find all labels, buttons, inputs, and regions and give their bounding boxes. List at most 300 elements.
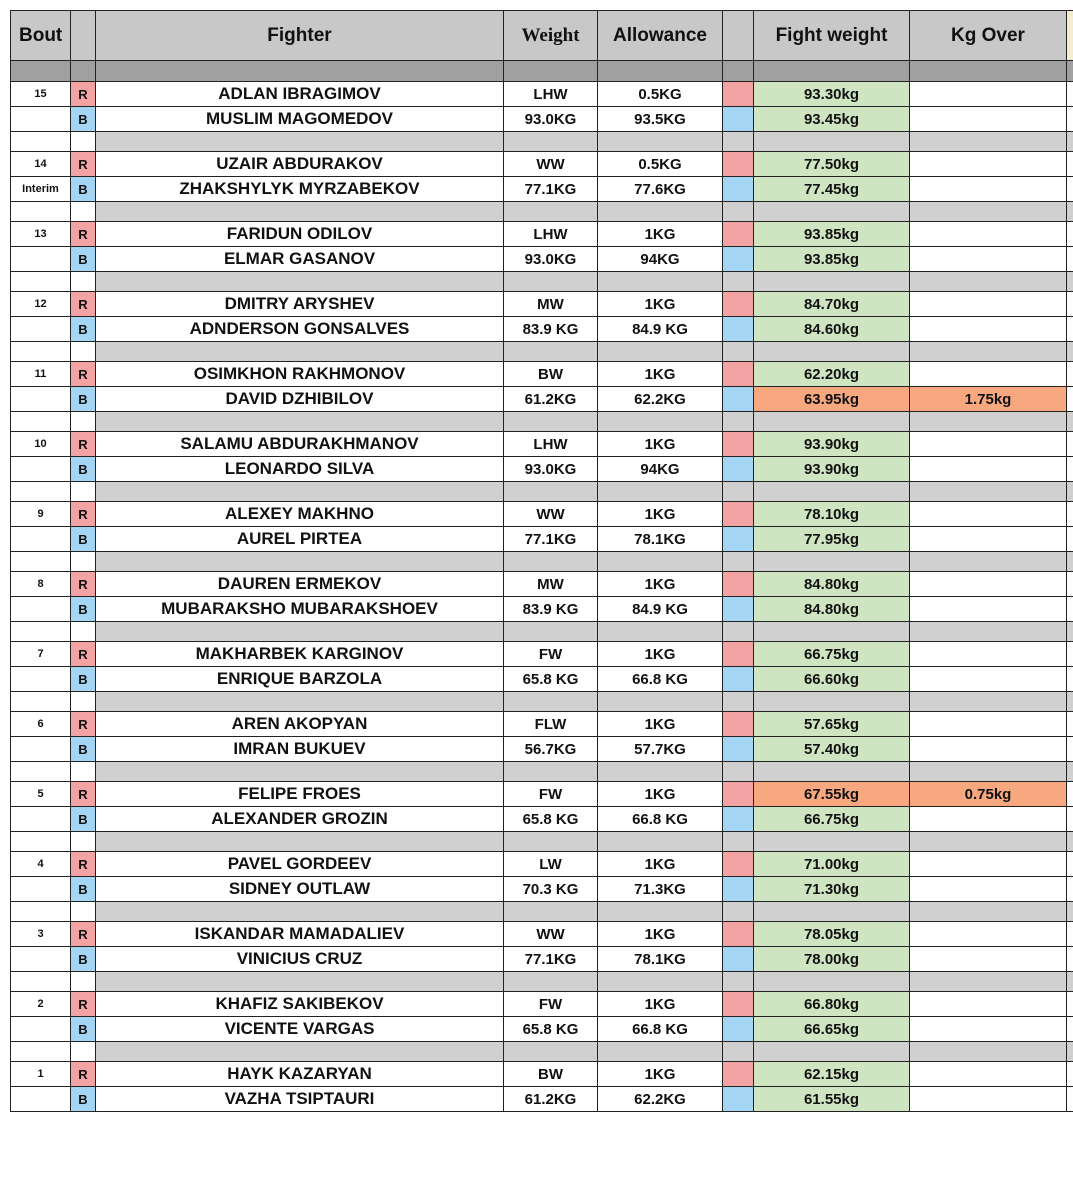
corner-color-red [723, 1062, 754, 1087]
corner-badge-blue: B [71, 457, 96, 482]
spacer-row [11, 902, 1073, 922]
weight-class: FW [504, 642, 598, 667]
corner-color-blue [723, 247, 754, 272]
kg-over [910, 807, 1067, 832]
weigh-in-table [10, 10, 1073, 1112]
spacer-cell [723, 622, 754, 642]
fighter-name: SALAMU ABDURAKHMANOV [96, 432, 504, 457]
corner-badge-red: R [71, 572, 96, 597]
spacer-cell [71, 552, 96, 572]
kg-over [910, 922, 1067, 947]
fight-weight: 84.80kg [754, 572, 910, 597]
weight-class: WW [504, 502, 598, 527]
corner-badge-blue: B [71, 947, 96, 972]
allowance: 1KG [598, 502, 723, 527]
bout-number: 11 [11, 362, 71, 387]
kg-over [910, 222, 1067, 247]
extra-column [1067, 292, 1073, 317]
kg-over [910, 597, 1067, 622]
weight-class: BW [504, 1062, 598, 1087]
fighter-name: ELMAR GASANOV [96, 247, 504, 272]
spacer-cell [96, 132, 504, 152]
spacer-cell [96, 202, 504, 222]
corner-color-blue [723, 527, 754, 552]
extra-column [1067, 362, 1073, 387]
bout-label [11, 1087, 71, 1112]
spacer-cell [723, 202, 754, 222]
allowance: 1KG [598, 852, 723, 877]
weight-class: MW [504, 292, 598, 317]
fighter-row-blue [11, 597, 1073, 622]
kg-over [910, 152, 1067, 177]
spacer-cell [910, 482, 1067, 502]
spacer-cell [910, 342, 1067, 362]
bout-number: 12 [11, 292, 71, 317]
spacer-cell [504, 972, 598, 992]
spacer-cell [11, 342, 71, 362]
corner-color-blue [723, 387, 754, 412]
spacer-cell [96, 552, 504, 572]
extra-column [1067, 807, 1073, 832]
spacer-cell [1067, 1042, 1073, 1062]
spacer-cell [96, 972, 504, 992]
fighter-name: DAVID DZHIBILOV [96, 387, 504, 412]
spacer-cell [504, 902, 598, 922]
corner-badge-red: R [71, 642, 96, 667]
kg-over: 0.75kg [910, 782, 1067, 807]
corner-color-blue [723, 807, 754, 832]
corner-color-red [723, 502, 754, 527]
spacer-cell [504, 412, 598, 432]
corner-color-red [723, 432, 754, 457]
header-fight-weight: Fight weight [754, 11, 910, 61]
header-weight: Weight [504, 11, 598, 61]
fight-weight: 61.55kg [754, 1087, 910, 1112]
fighter-row-blue [11, 107, 1073, 132]
allowance: 78.1KG [598, 947, 723, 972]
corner-badge-blue: B [71, 807, 96, 832]
allowance: 1KG [598, 992, 723, 1017]
weight-class: LHW [504, 432, 598, 457]
fighter-name: ZHAKSHYLYK MYRZABEKOV [96, 177, 504, 202]
fighter-row-red [11, 992, 1073, 1017]
allowance: 93.5KG [598, 107, 723, 132]
extra-column [1067, 712, 1073, 737]
bout-number: 7 [11, 642, 71, 667]
spacer-cell [96, 342, 504, 362]
spacer-cell [723, 762, 754, 782]
spacer-cell [504, 622, 598, 642]
extra-column [1067, 1087, 1073, 1112]
kg-over [910, 877, 1067, 902]
fight-weight: 93.90kg [754, 457, 910, 482]
kg-over [910, 992, 1067, 1017]
corner-badge-blue: B [71, 177, 96, 202]
allowance: 0.5KG [598, 82, 723, 107]
fight-weight: 77.50kg [754, 152, 910, 177]
extra-column [1067, 992, 1073, 1017]
spacer-row [11, 832, 1073, 852]
extra-column [1067, 737, 1073, 762]
fighter-row-red [11, 712, 1073, 737]
fighter-name: MUSLIM MAGOMEDOV [96, 107, 504, 132]
spacer-cell [910, 622, 1067, 642]
corner-badge-red: R [71, 922, 96, 947]
fighter-row-red [11, 222, 1073, 247]
kg-over [910, 502, 1067, 527]
spacer-cell [11, 482, 71, 502]
kg-over: 1.75kg [910, 387, 1067, 412]
fighter-name: FARIDUN ODILOV [96, 222, 504, 247]
fighter-row-blue [11, 387, 1073, 412]
allowance: 0.5KG [598, 152, 723, 177]
corner-badge-red: R [71, 292, 96, 317]
spacer-cell [754, 832, 910, 852]
allowance: 1KG [598, 362, 723, 387]
fight-weight: 78.00kg [754, 947, 910, 972]
kg-over [910, 1062, 1067, 1087]
spacer-cell [1067, 552, 1073, 572]
fight-weight: 62.15kg [754, 1062, 910, 1087]
allowance: 1KG [598, 1062, 723, 1087]
bout-label [11, 247, 71, 272]
fighter-row-red [11, 82, 1073, 107]
spacer-cell [598, 832, 723, 852]
spacer-cell [754, 902, 910, 922]
fight-weight: 78.10kg [754, 502, 910, 527]
fighter-row-red [11, 572, 1073, 597]
bout-label [11, 947, 71, 972]
fighter-name: AUREL PIRTEA [96, 527, 504, 552]
extra-column [1067, 1062, 1073, 1087]
spacer-cell [11, 832, 71, 852]
spacer-cell [723, 972, 754, 992]
header-allowance: Allowance [598, 11, 723, 61]
weight-class: BW [504, 362, 598, 387]
bout-label [11, 317, 71, 342]
fighter-name: MUBARAKSHO MUBARAKSHOEV [96, 597, 504, 622]
spacer-row [11, 412, 1073, 432]
spacer-cell [1067, 692, 1073, 712]
extra-column [1067, 82, 1073, 107]
spacer-cell [96, 622, 504, 642]
weight-class: 77.1KG [504, 947, 598, 972]
fight-weight: 66.60kg [754, 667, 910, 692]
corner-badge-red: R [71, 1062, 96, 1087]
corner-badge-blue: B [71, 1017, 96, 1042]
kg-over [910, 82, 1067, 107]
spacer-row [11, 622, 1073, 642]
fighter-row-blue [11, 177, 1073, 202]
spacer-cell [754, 132, 910, 152]
fighter-row-red [11, 922, 1073, 947]
fighter-name: ENRIQUE BARZOLA [96, 667, 504, 692]
header-bout: Bout [11, 11, 71, 61]
fighter-name: DMITRY ARYSHEV [96, 292, 504, 317]
spacer-cell [723, 902, 754, 922]
spacer-cell [910, 902, 1067, 922]
fighter-row-red [11, 362, 1073, 387]
extra-column [1067, 877, 1073, 902]
spacer-cell [11, 692, 71, 712]
fighter-name: ADNDERSON GONSALVES [96, 317, 504, 342]
corner-color-red [723, 782, 754, 807]
weight-class: 70.3 KG [504, 877, 598, 902]
weight-class: FW [504, 782, 598, 807]
kg-over [910, 457, 1067, 482]
spacer-cell [71, 1042, 96, 1062]
header-separator-row [11, 61, 1073, 82]
fighter-name: AREN AKOPYAN [96, 712, 504, 737]
weight-class: 83.9 KG [504, 317, 598, 342]
corner-badge-red: R [71, 502, 96, 527]
allowance: 94KG [598, 247, 723, 272]
corner-color-red [723, 852, 754, 877]
bout-label [11, 877, 71, 902]
weight-class: MW [504, 572, 598, 597]
fighter-row-red [11, 152, 1073, 177]
extra-column [1067, 457, 1073, 482]
spacer-row [11, 202, 1073, 222]
spacer-cell [754, 412, 910, 432]
corner-badge-red: R [71, 362, 96, 387]
weight-class: 65.8 KG [504, 667, 598, 692]
allowance: 84.9 KG [598, 597, 723, 622]
corner-badge-blue: B [71, 527, 96, 552]
extra-column [1067, 432, 1073, 457]
allowance: 62.2KG [598, 1087, 723, 1112]
fight-weight: 71.00kg [754, 852, 910, 877]
spacer-cell [910, 202, 1067, 222]
spacer-row [11, 692, 1073, 712]
spacer-row [11, 272, 1073, 292]
kg-over [910, 177, 1067, 202]
bout-number: 3 [11, 922, 71, 947]
bout-label: Interim [11, 177, 71, 202]
fight-weight: 66.65kg [754, 1017, 910, 1042]
corner-color-red [723, 992, 754, 1017]
kg-over [910, 527, 1067, 552]
spacer-cell [598, 132, 723, 152]
spacer-cell [1067, 762, 1073, 782]
corner-color-blue [723, 1017, 754, 1042]
allowance: 1KG [598, 432, 723, 457]
bout-label [11, 457, 71, 482]
spacer-cell [504, 272, 598, 292]
spacer-cell [1067, 202, 1073, 222]
fighter-row-blue [11, 737, 1073, 762]
weight-class: FW [504, 992, 598, 1017]
spacer-cell [71, 412, 96, 432]
spacer-cell [598, 1042, 723, 1062]
extra-column [1067, 852, 1073, 877]
spacer-cell [11, 272, 71, 292]
spacer-cell [11, 552, 71, 572]
bout-number: 4 [11, 852, 71, 877]
spacer-cell [1067, 972, 1073, 992]
corner-color-blue [723, 597, 754, 622]
spacer-cell [504, 342, 598, 362]
weight-class: FLW [504, 712, 598, 737]
corner-color-blue [723, 107, 754, 132]
weight-class: 77.1KG [504, 177, 598, 202]
spacer-cell [910, 972, 1067, 992]
bout-label [11, 107, 71, 132]
fight-weight: 66.75kg [754, 807, 910, 832]
spacer-cell [598, 692, 723, 712]
extra-column [1067, 1017, 1073, 1042]
fighter-name: LEONARDO SILVA [96, 457, 504, 482]
spacer-cell [11, 202, 71, 222]
kg-over [910, 737, 1067, 762]
kg-over [910, 572, 1067, 597]
kg-over [910, 947, 1067, 972]
corner-color-red [723, 712, 754, 737]
allowance: 1KG [598, 572, 723, 597]
fighter-row-blue [11, 877, 1073, 902]
corner-badge-blue: B [71, 877, 96, 902]
spacer-row [11, 972, 1073, 992]
spacer-cell [598, 482, 723, 502]
weight-class: 61.2KG [504, 387, 598, 412]
extra-column [1067, 947, 1073, 972]
corner-color-blue [723, 317, 754, 342]
fighter-name: DAUREN ERMEKOV [96, 572, 504, 597]
fight-weight: 78.05kg [754, 922, 910, 947]
fight-weight: 66.75kg [754, 642, 910, 667]
corner-badge-red: R [71, 782, 96, 807]
fighter-name: ADLAN IBRAGIMOV [96, 82, 504, 107]
fight-weight: 84.80kg [754, 597, 910, 622]
fighter-row-blue [11, 527, 1073, 552]
fight-weight: 77.45kg [754, 177, 910, 202]
allowance: 66.8 KG [598, 667, 723, 692]
fight-weight: 62.20kg [754, 362, 910, 387]
kg-over [910, 1017, 1067, 1042]
spacer-cell [598, 342, 723, 362]
fight-weight: 57.40kg [754, 737, 910, 762]
fight-weight: 93.30kg [754, 82, 910, 107]
spacer-cell [754, 692, 910, 712]
corner-badge-red: R [71, 852, 96, 877]
extra-column [1067, 152, 1073, 177]
kg-over [910, 712, 1067, 737]
corner-color-blue [723, 877, 754, 902]
spacer-cell [754, 272, 910, 292]
fighter-name: KHAFIZ SAKIBEKOV [96, 992, 504, 1017]
kg-over [910, 1087, 1067, 1112]
fight-weight: 67.55kg [754, 782, 910, 807]
extra-column [1067, 597, 1073, 622]
spacer-cell [598, 762, 723, 782]
kg-over [910, 362, 1067, 387]
spacer-cell [723, 1042, 754, 1062]
spacer-cell [71, 762, 96, 782]
spacer-cell [754, 762, 910, 782]
kg-over [910, 107, 1067, 132]
weight-class: 65.8 KG [504, 1017, 598, 1042]
kg-over [910, 317, 1067, 342]
spacer-cell [1067, 902, 1073, 922]
spacer-cell [723, 412, 754, 432]
spacer-cell [754, 482, 910, 502]
allowance: 71.3KG [598, 877, 723, 902]
corner-badge-blue: B [71, 597, 96, 622]
fighter-row-blue [11, 807, 1073, 832]
spacer-cell [1067, 132, 1073, 152]
corner-color-red [723, 222, 754, 247]
header-extra [1067, 11, 1073, 61]
spacer-cell [723, 342, 754, 362]
fighter-name: ALEXEY MAKHNO [96, 502, 504, 527]
header-corner [71, 11, 96, 61]
fighter-row-blue [11, 457, 1073, 482]
allowance: 66.8 KG [598, 807, 723, 832]
spacer-cell [11, 622, 71, 642]
spacer-cell [96, 482, 504, 502]
weight-class: 93.0KG [504, 247, 598, 272]
header-kg-over: Kg Over [910, 11, 1067, 61]
fight-weight: 77.95kg [754, 527, 910, 552]
bout-number: 15 [11, 82, 71, 107]
allowance: 1KG [598, 712, 723, 737]
bout-label [11, 667, 71, 692]
spacer-cell [754, 972, 910, 992]
spacer-cell [1067, 412, 1073, 432]
corner-badge-blue: B [71, 737, 96, 762]
kg-over [910, 642, 1067, 667]
extra-column [1067, 782, 1073, 807]
spacer-cell [71, 972, 96, 992]
weight-class: LW [504, 852, 598, 877]
fighter-name: SIDNEY OUTLAW [96, 877, 504, 902]
weight-class: 83.9 KG [504, 597, 598, 622]
spacer-cell [598, 902, 723, 922]
spacer-cell [504, 762, 598, 782]
fighter-row-blue [11, 1017, 1073, 1042]
spacer-cell [71, 202, 96, 222]
corner-color-blue [723, 177, 754, 202]
allowance: 1KG [598, 922, 723, 947]
kg-over [910, 292, 1067, 317]
extra-column [1067, 177, 1073, 202]
spacer-cell [11, 972, 71, 992]
extra-column [1067, 222, 1073, 247]
corner-badge-red: R [71, 82, 96, 107]
header-row [11, 11, 1073, 61]
fighter-name: UZAIR ABDURAKOV [96, 152, 504, 177]
spacer-cell [11, 762, 71, 782]
allowance: 57.7KG [598, 737, 723, 762]
spacer-cell [504, 132, 598, 152]
spacer-cell [723, 832, 754, 852]
spacer-cell [910, 272, 1067, 292]
corner-color-red [723, 362, 754, 387]
weight-class: LHW [504, 222, 598, 247]
fighter-row-red [11, 782, 1073, 807]
spacer-cell [96, 692, 504, 712]
weight-class: 61.2KG [504, 1087, 598, 1112]
corner-color-red [723, 642, 754, 667]
spacer-cell [723, 552, 754, 572]
corner-badge-blue: B [71, 107, 96, 132]
header-fighter: Fighter [96, 11, 504, 61]
spacer-cell [504, 1042, 598, 1062]
spacer-cell [598, 552, 723, 572]
corner-badge-red: R [71, 432, 96, 457]
bout-number: 1 [11, 1062, 71, 1087]
bout-label [11, 597, 71, 622]
